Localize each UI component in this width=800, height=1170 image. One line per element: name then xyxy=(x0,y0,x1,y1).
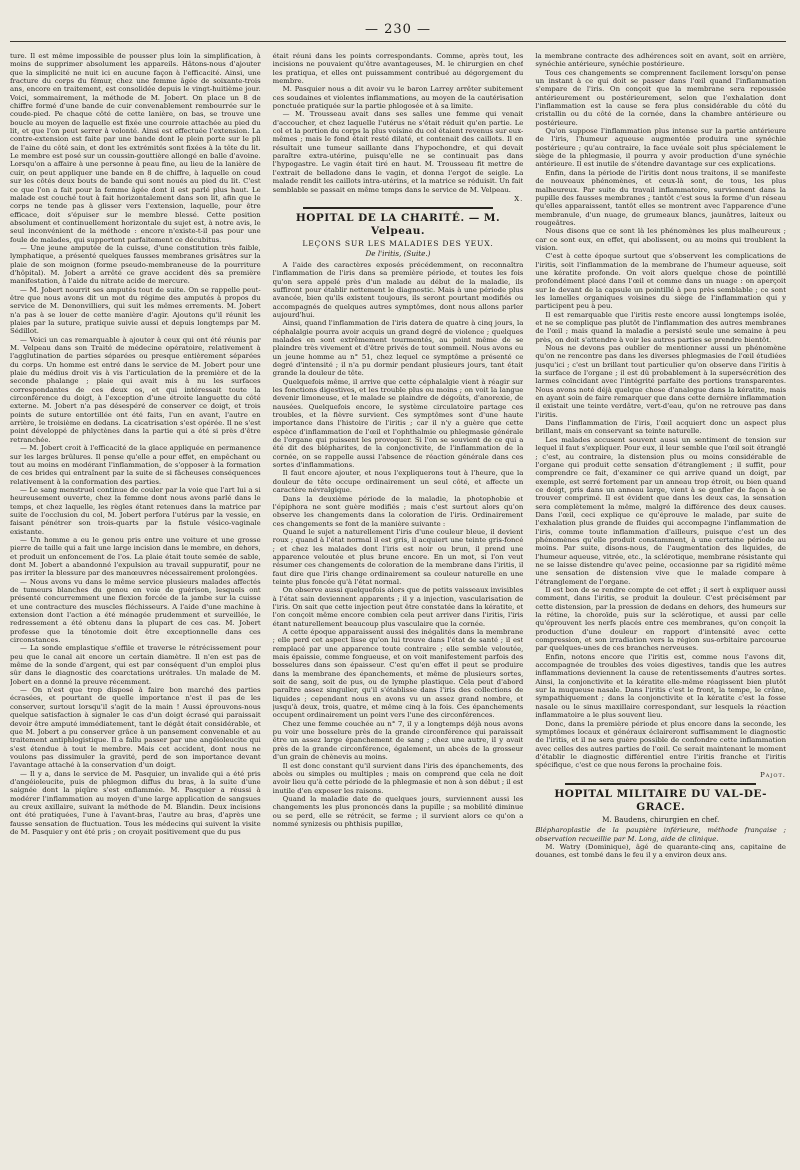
paragraph: Enfin, notons encore que l'iritis est, comme nous l'avons dit, accompagnée de troubles des voies digestives, tandis que les autres inflammations deviennent la cause de retentissements d'autres sortes. Ainsi, la conjonctivite et la kératite elle-même réagissent bien plutôt sur la muqueuse nasale. Dans l'iritis c'est le front, la tempe, le crâne, sympathiquement ; dans la conjonctivite et la kératite c'est la fosse nasale ou le sinus maxillaire correspondant, sur lesquels la réaction inflammatoire a le plus souvent lieu. xyxy=(535,652,787,720)
section-title: HOPITAL MILITAIRE DU VAL-DE-GRACE. xyxy=(554,787,767,813)
paragraph: A cette époque apparaissent aussi des inégalités dans la membrane ; elle perd cet aspect lisse qu'on lui trouve dans l'état de santé ; il est remplacé par une apparence toute contraire ; elle semble veloutée, mais épaissie, comme fongueuse, et on voit manifestement parfois des bosselures dans son épaisseur. C'est qu'en effet il peut se produire dans la membrane des épanchements, et même de plusieurs sortes, soit de sang, soit de pus, ou de lymphe plastique. Cela peut d'abord paraître assez singulier, qu'il s'établisse dans l'iris des collections de liquides ; cependant nous en avons vu un assez grand nombre, et jusqu'à deux, trois, quatre, et même cinq à la fois. Ces épanchements occupent ordinairement un point vers l'une des circonférences. xyxy=(272,628,524,720)
paragraph: Nous disons que ce sont là les phénomènes les plus malheureux ; car ce sont eux, en effet, qui abolissent, ou au moins qui troublent la vision. xyxy=(535,227,787,252)
observation-title: Blépharoplastie de la paupière inférieure, méthode française ; observation recueillie par M. Long, aide de clinique. xyxy=(535,826,787,843)
paragraph: Enfin, dans la période de l'iritis dont nous traitons, il se manifeste de nouveaux phénomènes, et ceux-là sont, de tous, les plus malheureux. Par suite du travail inflammatoire, surviennent dans la pupille des fausses membranes ; tantôt c'est sous la forme d'un réseau qu'elles apparaissent, tantôt elles se montrent avec l'apparence d'une membranule, d'un nuage, de grumeaux blancs, jaunâtres, laiteux ou rougeâtres. xyxy=(535,168,787,227)
paragraph: Quelquefois même, il arrive que cette céphalalgie vient à réagir sur les fonctions digestives, et les trouble plus ou moins ; on voit la langue devenir limoneuse, et le malade se plaindre de dégoûts, d'anorexie, de nausées. Quelquefois encore, le système circulatoire partage ces troubles, et la fièvre survient. Ces symptômes sont d'une haute importance dans l'histoire de l'iritis ; car il n'y a guère que cette espèce d'inflammation de l'œil et l'ophthalmie ou phlegmasie générale de l'organe qui puissent les provoquer. Si l'on se souvient de ce qui a été dit des blépharites, de la conjonctivite, de l'inflammation de la cornée, on se rappelle aussi l'absence de réaction générale dans ces sortes d'inflammations. xyxy=(272,377,524,470)
paragraph: — M. Trousseau avait dans ses salles une femme qui venait d'accoucher, et chez laquelle l'utérus ne s'était réduit qu'en partie. Le col et la portion du corps la plus voisine du col étaient revenus sur eux-mêmes ; mais le fond était resté dilaté, et contenait des caillots. Il en résultait une tumeur saillante dans l'hypochondre, et qui devait paraître extra-utérine, puisqu'elle ne se continuait pas dans l'hypogastre. Le vagin était tiré en haut. M. Trousseau fit mettre de l'extrait de belladone dans le vagin, et donna l'ergot de seigle. La malade rendit les caillots intra-utérins, et la matrice se réduisit. Un fait semblable se passait en même temps dans le service de M. Velpeau. xyxy=(272,110,524,194)
lecture-title: LEÇONS SUR LES MALADIES DES YEUX. xyxy=(302,239,494,249)
section-title: HOPITAL DE LA CHARITÉ. — M. Velpeau. xyxy=(295,212,501,238)
signature: X. xyxy=(514,194,524,203)
paragraph: Dans la deuxième période de la maladie, la photophobie et l'épiphora ne sont guère modifiés ; mais c'est surtout alors qu'on observe les changements dans la coloration de l'iris. Ordinairement ces changements se font de la manière suivante : xyxy=(272,494,524,528)
paragraph: — Nous avons vu dans le même service plusieurs malades affectés de tumeurs blanches du genou en voie de guérison, lesquels ont présenté concurremment une flexion forcée de la jambe sur la cuisse et une contracture des muscles fléchisseurs. A l'aide d'une machine à extension dont l'action a été ménagée prudemment et surveillée, le redressement a été obtenu dans la plupart de ces cas. M. Jobert professe que la ténotomie doit être exceptionnelle dans ces circonstances. xyxy=(10,577,261,645)
section-divider xyxy=(565,783,756,785)
paragraph: A l'aide des caractères exposés précédemment, on reconnaîtra l'inflammation de l'iris dans sa première période, et toutes les fois qu'on sera appelé près d'un malade au début de la maladie, ils suffiront pour établir nettement le diagnostic. Mais à une période plus avancée, bien qu'ils existent toujours, ils seront pourtant modifiés ou accompagnés de quelques autres symptômes, dont nous allons parler aujourd'hui. xyxy=(272,260,524,319)
paragraph: Nous ne devons pas oublier de mentionner aussi un phénomène qu'on ne rencontre pas dans les diverses phlegmasies de l'œil étudiées jusqu'ici ; c'est un brillant tout particulier qu'on observe dans l'iritis à la surface de l'organe ; il est dû probablement à la supersécrétion des larmes coïncidant avec l'intégrité parfaite des portions transparentes. Nous avons noté déjà quelque chose d'analogue dans la kératite, mais en ayant soin de faire remarquer que dans cette dernière inflammation il existait une teinte verdâtre, vert-d'eau, qu'on ne retrouve pas dans l'iritis. xyxy=(535,344,787,419)
paragraph: Donc, dans la première période et plus encore dans la seconde, les symptômes locaux et généraux éclaireront suffisamment le diagnostic de l'iritis, et il ne sera guère possible de confondre cette inflammation avec celles des autres parties de l'œil. Ce serait maintenant le moment d'établir le diagnostic différentiel entre l'iritis franche et l'iritis spécifique, c'est ce que nous ferons la prochaine fois. xyxy=(535,719,787,770)
page-number: — 230 — xyxy=(364,22,432,37)
paragraph: Les malades accusent souvent aussi un sentiment de tension sur lequel il faut s'expliquer. Pour eux, il leur semble que l'œil soit étranglé ; c'est, au contraire, la distension plus ou moins considérable de l'organe qui produit cette sensation d'étranglement ; il suffit, pour comprendre ce fait, d'examiner ce qui arrive quand un doigt, par exemple, est serré fortement par un anneau trop étroit, ou bien quand ce doigt, pris dans un anneau large, vient à se gonfler de façon à se trouver comprimé. Il est évident que dans les deux cas, la sensation sera complètement la même, malgré la différence des deux causes. Dans l'œil, ceci explique ce qu'éprouve le malade, par suite de l'exhalation plus grande de fluides qui accompagne l'inflammation de l'iris, comme toute inflammation d'ailleurs, puisque c'est un des phénomènes qu'elle produit constamment, à une certaine période au moins. Par suite, disons-nous, de l'augmentation des liquides, de l'humeur aqueuse, vitrée, etc., la sclérotique, membrane résistante qui ne se laisse distendre qu'avec peine, occasionne par sa rigidité même une sensation de distension vive que le malade compare à l'étranglement de l'organe. xyxy=(535,435,787,586)
paragraph: Il est donc constant qu'il survient dans l'iris des épanchements, des abcès ou simples ou multiples ; mais on comprend que cela ne doit avoir lieu qu'à cette période de la phlegmasie et non à son début ; il est inutile d'en exposer les raisons. xyxy=(272,761,524,795)
lecture-subtitle: De l'iritis, (Suite.) xyxy=(365,248,431,258)
paragraph: M. Watry (Dominique), âgé de quarante-cinq ans, capitaine de douanes, est tombé dans le feu il y a environ deux ans. xyxy=(535,842,787,860)
paragraph: — Il y a, dans le service de M. Pasquier, un invalide qui a été pris d'angéioleucite, puis de phlegmon diffus du bras, à la suite d'une saignée dont la piqûre s'est enflammée. M. Pasquier a réussi à modérer l'inflammation au moyen d'une large application de sangsues au creux axillaire, suivant la méthode de M. Blandin. Deux incisions ont été pratiquées, l'une à l'avant-bras, l'autre au bras, d'après une fausse sensation de fluctuation. Tous les médecins qui suivent la visite de M. Pasquier y ont été pris ; on croyait positivement que du pus xyxy=(10,769,261,836)
section-author: M. Baudens, chirurgien en chef. xyxy=(602,814,720,824)
column-1 xyxy=(10,52,261,1162)
paragraph: Il est remarquable que l'iritis reste encore aussi longtemps isolée, et ne se complique pas plutôt de l'inflammation des autres membranes de l'œil ; mais quand la maladie a persisté seule une semaine à peu près, on doit s'attendre à voir les autres parties se prendre bientôt. xyxy=(535,310,787,344)
paragraph: — La sonde emplastique s'effile et traverse le rétrécissement pour peu que le canal ait encore un certain diamètre. Il n'en est pas de même de la sonde d'argent, qui est par conséquent d'un emploi plus sûr dans le diagnostic des coarctations urétrales. Un malade de M. Jobert en a donné la preuve récemment. xyxy=(10,644,261,686)
paragraph: Il est bon de se rendre compte de cet effet ; il sert à expliquer aussi comment, dans l'iritis, se produit la douleur. C'est précisément par cette distension, par la pression de dedans en dehors, des humeurs sur la rétine, la choroïde, puis sur la sclérotique, et aussi par celle qu'éprouvent les nerfs placés entre ces membranes, qu'on conçoit la production d'une douleur en rapport d'intensité avec cette compression, et son irradiation vers la région sus-orbitaire parcourue par quelques-unes de ces branches nerveuses. xyxy=(535,586,787,653)
paragraph: Quand la maladie date de quelques jours, surviennent aussi les changements les plus prononcés dans la pupille ; sa mobilité diminue ou se perd, elle se rétrécit, se ferme ; il survient alors ce qu'on a nommé synizesis ou phthisis pupillæ, xyxy=(272,794,524,828)
paragraph: — Un homme a eu le genou pris entre une voiture et une grosse pierre de taille qui a fait une large incision dans le membre, en dehors, et produit un enfoncement de l'os. La plaie était toute semée de sable, dont M. Jobert a abandonné l'expulsion au travail suppuratif, pour ne pas irriter la blessure par des manœuvres nécessairement prolongées. xyxy=(10,535,261,578)
paragraph: Dans l'inflammation de l'iris, l'œil acquiert donc un aspect plus brillant, mais en conservant sa teinte naturelle. xyxy=(535,419,787,436)
paragraph: — M. Jobert croit à l'efficacité de la glace appliquée en permanence sur les larges brûlures. Il pense qu'elle a pour effet, en empêchant ou tout au moins en modérant l'inflammation, de s'opposer à la formation de ces brides qui entraînent par la suite de si fâcheuses conséquences relativement à la conformation des parties. xyxy=(10,444,261,486)
paragraph: — Une jeune amputée de la cuisse, d'une constitution très faible, lymphatique, a présenté quelques fausses membranes grisâtres sur la plaie de son moignon (forme pseudo-membraneuse de la pourriture d'hôpital). M. Jobert a arrêté ce grave accident dès sa première manifestation, à l'aide du nitrate acide de mercure. xyxy=(10,243,261,286)
paragraph: — Voici un cas remarquable à ajouter à ceux qui ont été réunis par M. Velpeau dans son Traité de médecine opératoire, relativement à l'agglutination de parties séparées ou presque entièrement séparées du corps. Un homme est entré dans le service de M. Jobert pour une plaie du médius droit vis à vis l'articulation de la première et de la seconde phalange ; plaie qui avait mis à nu les surfaces correspondantes de ces deux os, et qui intéressait toute la circonférence du doigt, à l'exception d'une étroite languette du côté externe. M. Jobert n'a pas désespéré de conserver ce doigt, et trois points de suture entortillée ont été faits, l'un en avant, l'autre en arrière, le troisième en dedans. La cicatrisation s'est opérée. Il ne s'est point développé de phlyctènes dans la partie qui a été si près d'être retranchée. xyxy=(10,335,261,444)
paragraph: Tous ces changements se comprennent facilement lorsqu'on pense un instant à ce qui doit se passer dans l'œil quand l'inflammation s'empare de l'iris. On conçoit que la membrane sera repoussée antérieurement ou postérieurement, selon que l'exhalation dont l'inflammation est la cause se fera plus considérable du côté du cristallin ou du côté de la cornée, dans la chambre antérieure ou postérieure. xyxy=(535,68,787,127)
paragraph: Chez une femme couchée au n° 7, il y a longtemps déjà nous avons pu voir une bosselure près de la grande circonférence qui paraissait être un assez large épanchement de sang ; chez une autre, il y avait près de la grande circonférence, également, un abcès de la grosseur d'un grain de chènevis au moins. xyxy=(272,719,524,762)
paragraph: Il faut encore ajouter, et nous l'expliquerons tout à l'heure, que la douleur de tête occupe ordinairement un seul côté, et affecte un caractère névralgique. xyxy=(272,469,524,495)
signature: Pajot. xyxy=(760,770,787,779)
paragraph: Ainsi, quand l'inflammation de l'iris datera de quatre à cinq jours, la céphalalgie pourra avoir acquis un grand degré de violence ; quelques malades en sont extrêmement tourmentés, au point même de se plaindre très vivement et d'être privés de tout sommeil. Nous avons eu un jeune homme au n° 51, chez lequel ce symptôme a présenté ce degré d'intensité ; il n'a pu dormir pendant plusieurs jours, tant était grande la douleur de tête. xyxy=(272,319,524,378)
column-3 xyxy=(535,52,786,1162)
paragraph: était réuni dans les points correspondants. Comme, après tout, les incisions ne pouvaient qu'être avantageuses, M. le chirurgien en chef les pratiqua, et elles ont puissamment contribué au dégorgement du membre. xyxy=(272,52,524,86)
paragraph: C'est à cette époque surtout que s'observent les complications de l'iritis, soit l'inflammation de la membrane de l'humeur aqueuse, soit une kératite profonde. On voit alors quelque chose de pointillé profondément placé dans l'œil et comme dans un nuage : on aperçoit sur le devant de la capsule un pointillé à peu près semblable ; ce sont les lamelles organiques voisines du siège de l'inflammation qui y participent peu à peu. xyxy=(535,252,787,311)
paragraph: — On n'est que trop disposé à faire bon marché des parties écrasées, et pourtant de quelle importance n'est il pas de les conserver, surtout lorsqu'il s'agit de la main ! Aussi éprouvons-nous quelque satisfaction à signaler le cas d'un doigt écrasé qui paraissait devoir être amputé immédiatement, tant le dégât était considérable, et que M. Jobert a pu conserver grâce à un pansement convenable et au traitement antiphlogistique. Il a fallu passer par une angéioleucite qui s'est étendue à tout le membre. Mais cet accident, dont nous ne voulons pas dissimuler la gravité, perd de son importance devant l'avantage attaché à la conservation d'un doigt. xyxy=(10,686,261,770)
paragraph: Qu'on suppose l'inflammation plus intense sur la partie antérieure de l'iris, l'humeur aqueuse augmentée produira une synéchie postérieure ; qu'au contraire, la face uvéale soit plus spécialement le siège de la phlegmasie, il pourra y avoir production d'une synéchie antérieure. Il est inutile de s'étendre davantage sur ces explications. xyxy=(535,127,787,169)
header-rule xyxy=(10,41,786,42)
paragraph: Quand le sujet a naturellement l'iris d'une couleur bleue, il devient roux ; quand à l'état normal il est gris, il acquiert une teinte gris-foncé ; et chez les malades dont l'iris est noir ou brun, il prend une apparence veloutée et plus brune encore. En un mot, si l'on veut résumer ces changements de coloration de la membrane dans l'iritis, il faut dire que l'iris change ordinairement sa couleur naturelle en une teinte plus foncée qu'à l'état normal. xyxy=(272,527,524,586)
paragraph: ture. Il est même impossible de pousser plus loin la simplification, à moins de supprimer absolument les appareils. Hâtons-nous d'ajouter que la simplicité ne nuit ici en aucune façon à l'efficacité. Ainsi, une fracture du corps du fémur, chez une femme âgée de soixante-trois ans, encore en traitement, est consolidée depuis le vingt-huitième jour. Voici, sommairement, la méthode de M. Jobert. On place un 8 de chiffre formé d'une bande de cuir convenablement rembourrée sur le coude-pied. Pe chaque côté de cette lanière, on bas, se trouve une boucle au moyen de laquelle est fixée une courroie attachée au pied du lit, et que l'on peut serrer à volonté. Ainsi est effectuée l'extension. La contre-extension est faite par une bande dont le plein porte sur le pli de l'aine du côté sain, et dont les extrémités sont fixées à la tête du lit. Le membre est posé sur un coussin-gouttière allongé en balle d'avoine. Lorsqu'on a affaire à une personne à peau fine, au lieu de la lanière de cuir, on peut appliquer une bande en 8 de chiffre, à laquelle on coud sur les côtés deux bouts de bande qui sont noués au pied du lit. C'est ce que l'on a fait pour la femme âgée dont il est parlé plus haut. Le malade est couché tout à fait horizontalement dans son lit, afin que le corps ne tende pas à glisser vers l'extension, laquelle, pour être efficace, doit s'épuiser sur le membre blessé. Cette position absolument et continuellement horizontale du sujet est, à notre avis, le seul inconvénient de la méthode : encore n'existe-t-il pas pour une foule de malades, qui supportent parfaitement ce décubitus. xyxy=(10,52,261,244)
text-columns xyxy=(6,52,790,1162)
paragraph: M. Pasquier nous a dit avoir vu le baron Larrey arrêter subitement ces soudaines et violentes inflammations, au moyen de la cautérisation ponctuée pratiquée sur la partie phlogosée et à sa limite. xyxy=(272,85,524,111)
paragraph: — M. Jobert nourrit ses amputés tout de suite. On se rappelle peut-être que nous avons dit un mot du régime des amputés à propos du service de M. Denonvilliers, qui suit les mêmes errements. M. Jobert n'a pas à se louer de cette manière d'agir. Ajoutons qu'il réunit les plaies par la suture, pratique suivie aussi et depuis longtemps par M. Sédillot. xyxy=(10,285,261,336)
section-divider xyxy=(303,207,494,209)
paragraph: — Le sang menstruel continue de couler par la voie que l'art lui a si heureusement ouverte, chez la femme dont nous avons parlé dans le temps, et chez laquelle, les règles étant retenues dans la matrice par suite de l'occlusion du col, M. Jobert perfora l'utérus par la vessie, en faisant pénétrer son trois-quarts par la fistule vésico-vaginale existante. xyxy=(10,485,261,536)
paragraph: la membrane contracte des adhérences soit en avant, soit en arrière, synéchie antérieure, synéchie postérieure. xyxy=(535,52,787,69)
column-2 xyxy=(273,52,524,1162)
paragraph: On observe aussi quelquefois alors que de petits vaisseaux invisibles à l'état sain deviennent apparents ; il y a injection, vascularisation de l'iris. On sait que cette injection peut être constatée dans la kératite, et l'on conçoit même encore combien cela peut arriver dans l'iritis, l'iris étant naturellement beaucoup plus vasculaire que la cornée. xyxy=(272,586,524,628)
